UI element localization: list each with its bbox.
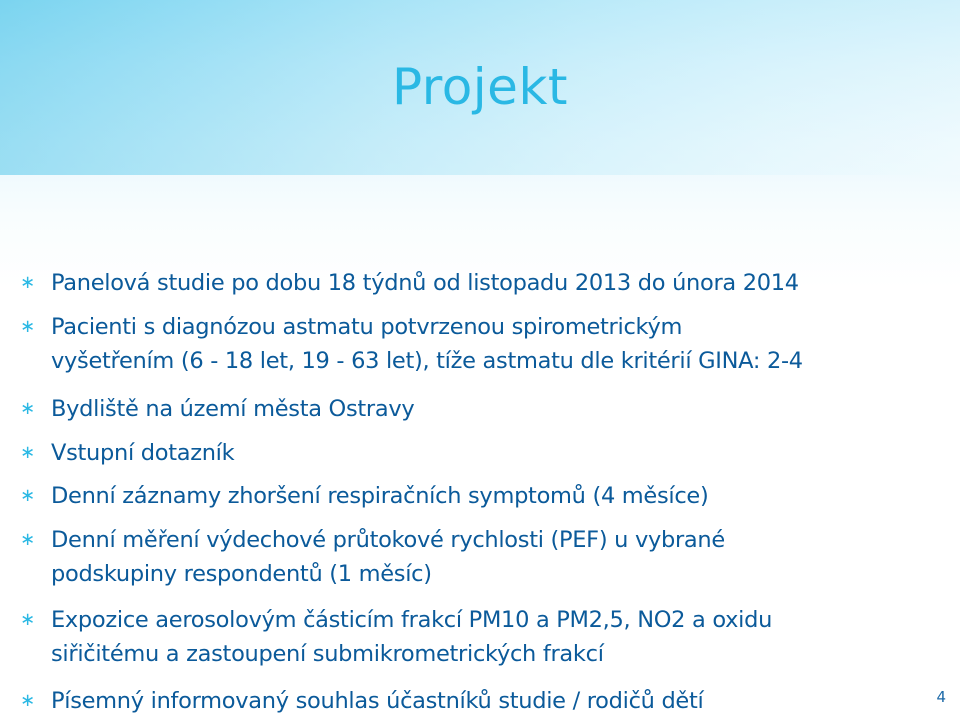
bullet-line: Vstupní dotazník — [51, 440, 235, 466]
bullet-line: Denní měření výdechové průtokové rychlosti (PEF) u vybrané — [51, 527, 725, 553]
bullet-line: Bydliště na území města Ostravy — [51, 396, 415, 422]
bullet-text — [51, 603, 921, 671]
slide-title-text: Projekt — [391, 58, 569, 116]
bullet-line: siřičitému a zastoupení submikrometrických frakcí — [51, 641, 604, 667]
bullet-text — [51, 436, 921, 470]
bullet-line: Expozice aerosolovým částicím frakcí PM10 a PM2,5, NO2 a oxidu — [51, 607, 773, 633]
asterisk-bullet-icon: ∗ — [20, 316, 36, 337]
bullet-text — [51, 684, 921, 718]
bullet-line: Panelová studie po dobu 18 týdnů od listopadu 2013 do února 2014 — [51, 270, 799, 296]
bullet-text — [51, 310, 921, 378]
page-number: 4 — [936, 688, 946, 706]
asterisk-bullet-icon: ∗ — [20, 442, 36, 463]
asterisk-bullet-icon: ∗ — [20, 272, 36, 293]
bullet-text — [51, 266, 921, 300]
asterisk-bullet-icon: ∗ — [20, 485, 36, 506]
bullet-line: Písemný informovaný souhlas účastníků studie / rodičů dětí — [51, 688, 704, 714]
asterisk-bullet-icon: ∗ — [20, 609, 36, 630]
bullet-line: vyšetřením (6 - 18 let, 19 - 63 let), tíže astmatu dle kritérií GINA: 2-4 — [51, 348, 803, 374]
bullet-line: Denní záznamy zhoršení respiračních symptomů (4 měsíce) — [51, 483, 709, 509]
asterisk-bullet-icon: ∗ — [20, 398, 36, 419]
asterisk-bullet-icon: ∗ — [20, 690, 36, 711]
bullet-line: Pacienti s diagnózou astmatu potvrzenou spirometrickým — [51, 314, 683, 340]
bullet-text — [51, 392, 921, 426]
bullet-text — [51, 479, 921, 513]
bullet-text — [51, 523, 921, 591]
bullet-line: podskupiny respondentů (1 měsíc) — [51, 561, 432, 587]
asterisk-bullet-icon: ∗ — [20, 529, 36, 550]
